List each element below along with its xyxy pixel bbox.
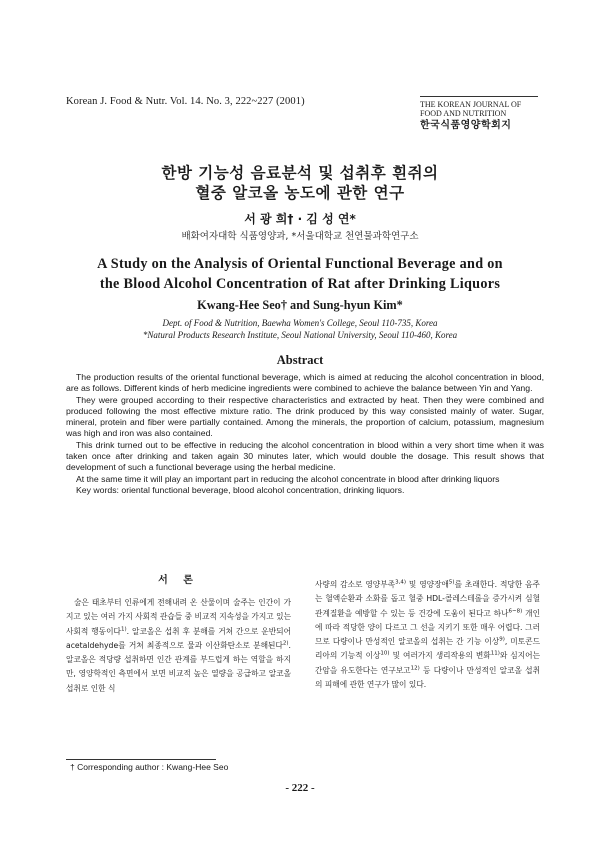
reference-11: 11) [490,650,500,657]
abstract-body [66,372,544,496]
intro-left-column [66,596,291,696]
reference-12: 12) [410,665,420,672]
abstract-paragraph-3: This drink turned out to be effective in reducing the alcohol concentration in blood within a very short time when it was taken once after drinking and taken again 30 minutes later, which would double the dosage. This result shows that development of such a functional beverage using the herbal medicine. [66,439,544,473]
intro-right-column [315,578,540,692]
page-number: - 222 - [285,782,315,794]
intro-paragraph-right: 사량의 감소로 영양부족$^{3,4)}$ 및 영양장애$^{5)}$를 초래한다. 적당한 음주는 혈액순환과 소화를 돕고 혈중 HDL-콜레스테롤을 증가시켜 심혈관계질환을 예방할 수 있는 등 건강에 도움이 된다고 하나$^{6\sim 8)}$ 개인에 따라 적당한 양이 다르고 그 선을 지키기 또한 매우 어렵다. 그러므로 다량이나 만성적인 알코올의 섭취는 간 기능 이상$^{9)}$, 미토콘드리아의 기능적 이상$^{10)}$ 및 여러가지 생리작용의 변화$^{11)}$와 심지어는 간암을 유도한다는 연구보고$^{12)}$ 등 다량이나 만성적인 알코올 섭취의 피해에 관한 연구가 많이 있다. [315,579,541,690]
reference-1: 1) [120,626,127,633]
title-kr-line2: 혈중 알코올 농도에 관한 연구 [195,184,405,202]
title-kr [40,163,560,203]
keywords: Key words: oriental functional beverage, blood alcohol concentration, drinking liquors. [76,484,405,495]
journal-masthead [420,96,538,132]
journal-name-en-line1: THE KOREAN JOURNAL OF [420,100,522,109]
title-en [40,254,560,294]
reference-5: 5) [448,579,455,586]
abstract-paragraph-2: They were grouped according to their respective characteristics and extracted by heat. Then they were combined and produced following the most effective mixture ratio. The drink produced by this way consisted mainly of water. Sugar, mineral, protein and fiber were partially contained. Among the minerals, the proportion of calcium, potassium, magnesium was high and iron was also contained. [66,394,544,439]
authors-kr: 서 광 희† · 김 성 연* [244,212,356,226]
intro-paragraph-left: 술은 태초부터 인류에게 전해내려 온 산물이며 술주는 인간이 가지고 있는 여러 가지 사회적 관습들 중 비교적 지속성을 가지고 있는 사회적 행동이다$^{1)}$. 알코올은 섭취 후 분해를 거쳐 간으로 운반되어 acetaldehyde를 거쳐 최종적으로 물과 이산화탄소로 분해된다$^{2)}$. 알코올은 적당량 섭취하면 인간 관계를 부드럽게 하는 역할을 하지만, 영양학적인 측면에서 보면 비교적 높은 열량을 공급하고 알코올 섭취로 인한 식 [66,598,291,693]
affiliation-en-line2: *Natural Products Research Institute, Seoul National University, Seoul 110-460, Korea [142,330,458,340]
footnote-corresponding-author: † Corresponding author : Kwang-Hee Seo [70,762,229,772]
affiliation-en [40,317,560,341]
affiliation-kr: 배화여자대학 식품영양과, *서울대학교 천연물과학연구소 [181,231,419,242]
abstract-heading: Abstract [276,353,324,367]
reference-3-4: 3,4) [395,579,406,586]
reference-2: 2) [282,640,289,647]
reference-10: 10) [380,650,390,657]
footnote-divider [66,759,216,760]
title-en-line2: the Blood Alcohol Concentration of Rat after Drinking Liquors [99,276,501,292]
title-kr-line1: 한방 기능성 음료분석 및 섭취후 흰쥐의 [161,164,439,182]
authors-en: Kwang-Hee Seo† and Sung-hyun Kim* [197,298,403,312]
journal-name-kr: 한국식품영양학회지 [420,120,512,131]
journal-citation: Korean J. Food & Nutr. Vol. 14. No. 3, 222~227 (2001) [66,96,305,107]
reference-6-8: 6~8) [508,608,523,615]
affiliation-en-line1: Dept. of Food & Nutrition, Baewha Women's College, Seoul 110-735, Korea [162,318,438,328]
section-heading-introduction: 서 론 [158,575,199,586]
journal-name-en-line2: FOOD AND NUTRITION [420,109,507,118]
abstract-paragraph-4: At the same time it will play an important part in reducing the alcohol concentrate in blood after drinking liquors [76,473,500,484]
reference-9: 9) [499,636,505,643]
abstract-paragraph-1: The production results of the oriental functional beverage, which is aimed at reducing the alcohol concentration in blood, are as follows. Different kinds of herb medicine ingredients were combined to achieve the balance between Yin and Yang. [66,372,544,394]
title-en-line1: A Study on the Analysis of Oriental Functional Beverage and on [97,256,503,272]
